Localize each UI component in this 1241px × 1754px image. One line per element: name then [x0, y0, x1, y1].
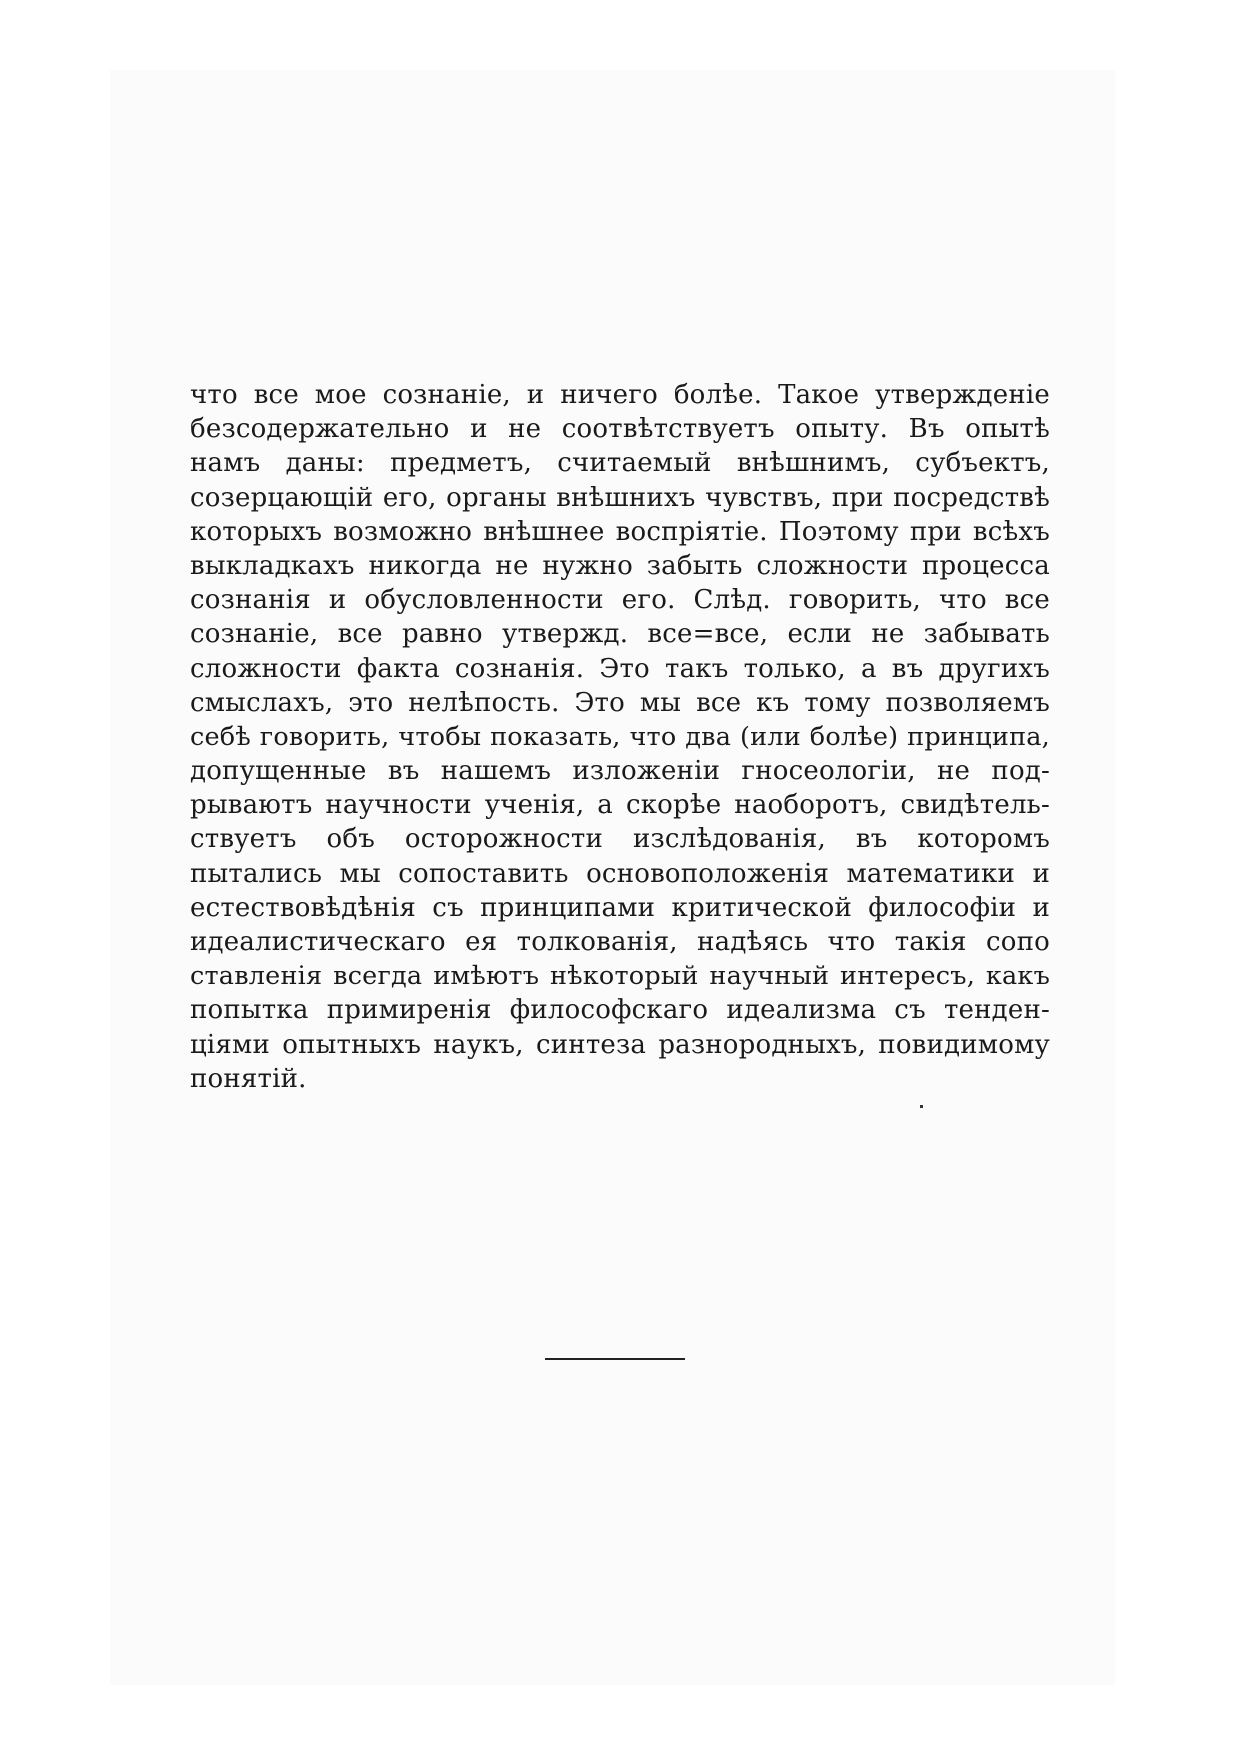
text-line: смыслахъ, это нелѣпость. Это мы все къ тому позволяемъ — [190, 687, 1050, 718]
text-line: ствуетъ объ осторожности изслѣдованія, въ которомъ — [190, 824, 1050, 855]
text-line: сложности факта сознанія. Это такъ только, а въ другихъ — [190, 653, 1050, 684]
text-line: идеалистическаго ея толкованія, надѣясь что такія сопо — [190, 927, 1050, 957]
text-line: которыхъ возможно внѣшнее воспріятіе. Поэтому при всѣхъ — [190, 516, 1050, 547]
text-line: ціями опытныхъ наукъ, синтеза разнородныхъ, повидимому — [190, 1029, 1050, 1060]
text-line: рываютъ научности ученія, а скорѣе наоборотъ, свидѣтель- — [190, 790, 1050, 821]
body-text — [190, 378, 1050, 1096]
text-line: пытались мы сопоставить основоположенія математики и — [190, 858, 1050, 889]
text-line: что все мое сознаніе, и ничего болѣе. Такое утвержденіе — [190, 380, 1050, 410]
text-line: выкладкахъ никогда не нужно забыть сложности процесса — [190, 550, 1050, 581]
text-line: попытка примиренія философскаго идеализма съ тенден- — [190, 995, 1050, 1026]
text-line: безсодержательно и не соотвѣтствуетъ опыту. Въ опытѣ — [190, 414, 1050, 445]
text-line: себѣ говорить, чтобы показать, что два (или болѣе) принципа, — [190, 721, 1050, 752]
text-line: сознаніе, все равно утвержд. все=все, если не забывать — [190, 619, 1050, 650]
section-end-rule — [545, 1358, 685, 1360]
text-line: естествовѣдѣнія съ принципами критической философіи и — [190, 892, 1050, 923]
text-line-last: понятій. — [190, 1063, 307, 1094]
text-line: сознанія и обусловленности его. Слѣд. говорить, что все — [190, 585, 1050, 616]
text-line: намъ даны: предметъ, считаемый внѣшнимъ, субъектъ, — [190, 448, 1050, 479]
text-line: ставленія всегда имѣютъ нѣкоторый научный интересъ, какъ — [190, 961, 1050, 992]
print-speck — [920, 1105, 923, 1108]
text-line: допущенные въ нашемъ изложеніи гносеологіи, не под- — [190, 756, 1050, 787]
text-line: созерцающій его, органы внѣшнихъ чувствъ, при посредствѣ — [190, 482, 1050, 513]
